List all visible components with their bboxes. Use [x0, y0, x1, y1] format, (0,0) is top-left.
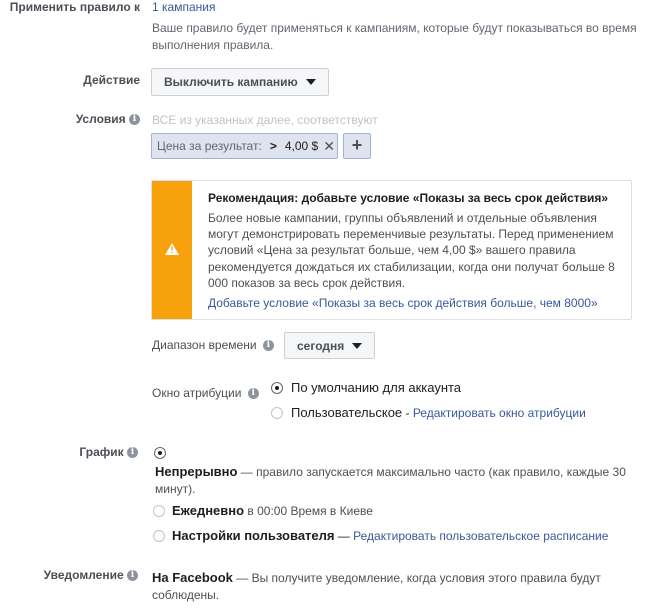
condition-chip[interactable]: [151, 133, 338, 159]
notification-text: [152, 569, 622, 604]
info-icon[interactable]: i: [263, 340, 274, 351]
schedule-label: График: [79, 445, 124, 459]
radio-unselected[interactable]: [271, 407, 283, 419]
schedule-label-row: [0, 445, 138, 459]
conditions-subtitle: ВСЕ из указанных далее, соответствуют: [152, 113, 378, 127]
info-icon[interactable]: i: [127, 570, 138, 581]
time-range-value: сегодня: [297, 338, 345, 353]
time-range-dropdown[interactable]: [284, 332, 375, 359]
radio-selected[interactable]: [271, 382, 283, 394]
attribution-option-custom-separator: -: [402, 405, 413, 420]
condition-chip-value: 4,00 $: [284, 139, 319, 153]
time-range-label: Диапазон времени: [152, 338, 257, 352]
notification-label: Уведомление: [43, 568, 124, 582]
schedule-continuous-title: Непрерывно: [155, 464, 238, 479]
attribution-label: Окно атрибуции: [152, 386, 242, 400]
attribution-option-default[interactable]: [271, 380, 461, 395]
attribution-option-custom[interactable]: [271, 405, 586, 420]
attribution-option-custom-label: Пользовательское: [291, 405, 403, 420]
chevron-down-icon: [352, 343, 362, 349]
schedule-custom-title: Настройки пользователя: [172, 528, 335, 543]
recommendation-body: Более новые кампании, группы объявлений и отдельные объявления могут демонстрировать переменчивые результаты. Перед применением условий «Цена за результат больше, чем 4,00 $» вашего правила рекомендуется дождаться их стабилизации, когда они получат больше 8 000 показов за весь срок действия.: [208, 211, 615, 290]
condition-chip-operator: >: [269, 139, 277, 153]
schedule-daily-desc: в 00:00 Время в Киеве: [244, 503, 373, 518]
add-impressions-condition-link[interactable]: Добавьте условие «Показы за весь срок действия больше, чем 8000»: [208, 296, 598, 310]
schedule-continuous-text: [155, 463, 635, 498]
info-icon[interactable]: i: [129, 114, 140, 125]
campaign-count-link[interactable]: 1 кампания: [152, 0, 216, 14]
schedule-custom-separator: —: [334, 528, 354, 543]
schedule-daily-title: Ежедневно: [172, 503, 245, 518]
conditions-label-row: [0, 112, 140, 126]
schedule-custom-option[interactable]: [153, 528, 608, 543]
add-condition-button[interactable]: +: [343, 133, 371, 159]
conditions-label: Условия: [75, 112, 126, 126]
recommendation-title: Рекомендация: добавьте условие «Показы за весь срок действия»: [208, 191, 609, 205]
apply-rule-label: Применить правило к: [9, 0, 140, 14]
schedule-continuous-desc: — правило запускается максимально часто (как правило, каждые 30 минут).: [155, 465, 626, 496]
attribution-label-row: [152, 386, 259, 400]
attribution-option-default-label: По умолчанию для аккаунта: [291, 380, 462, 395]
time-range-label-row: [152, 338, 274, 352]
apply-rule-description: Ваше правило будет применяться к кампаниям, которые будут показываться во время выполнения правила.: [152, 21, 637, 52]
info-icon[interactable]: i: [248, 388, 259, 399]
condition-chip-name: Цена за результат:: [157, 139, 262, 153]
notification-desc: — Вы получите уведомление, когда условия этого правила будут соблюдены.: [152, 571, 601, 602]
close-icon[interactable]: ✕: [323, 137, 335, 154]
action-dropdown-value: Выключить кампанию: [164, 75, 298, 89]
schedule-custom-radio[interactable]: [153, 530, 165, 542]
schedule-daily-option[interactable]: [153, 503, 373, 518]
recommendation-box: [151, 180, 632, 320]
notification-title: На Facebook: [152, 570, 233, 585]
recommendation-accent: !: [152, 181, 192, 319]
schedule-daily-radio[interactable]: [153, 505, 165, 517]
action-dropdown[interactable]: [151, 68, 329, 96]
chevron-down-icon: [306, 79, 316, 85]
action-label: Действие: [83, 73, 140, 87]
notification-label-row: [0, 568, 138, 582]
info-icon[interactable]: i: [127, 447, 138, 458]
edit-custom-schedule-link[interactable]: Редактировать пользовательское расписание: [353, 528, 609, 543]
edit-attribution-link[interactable]: Редактировать окно атрибуции: [412, 405, 586, 420]
schedule-continuous-radio[interactable]: [154, 447, 166, 459]
